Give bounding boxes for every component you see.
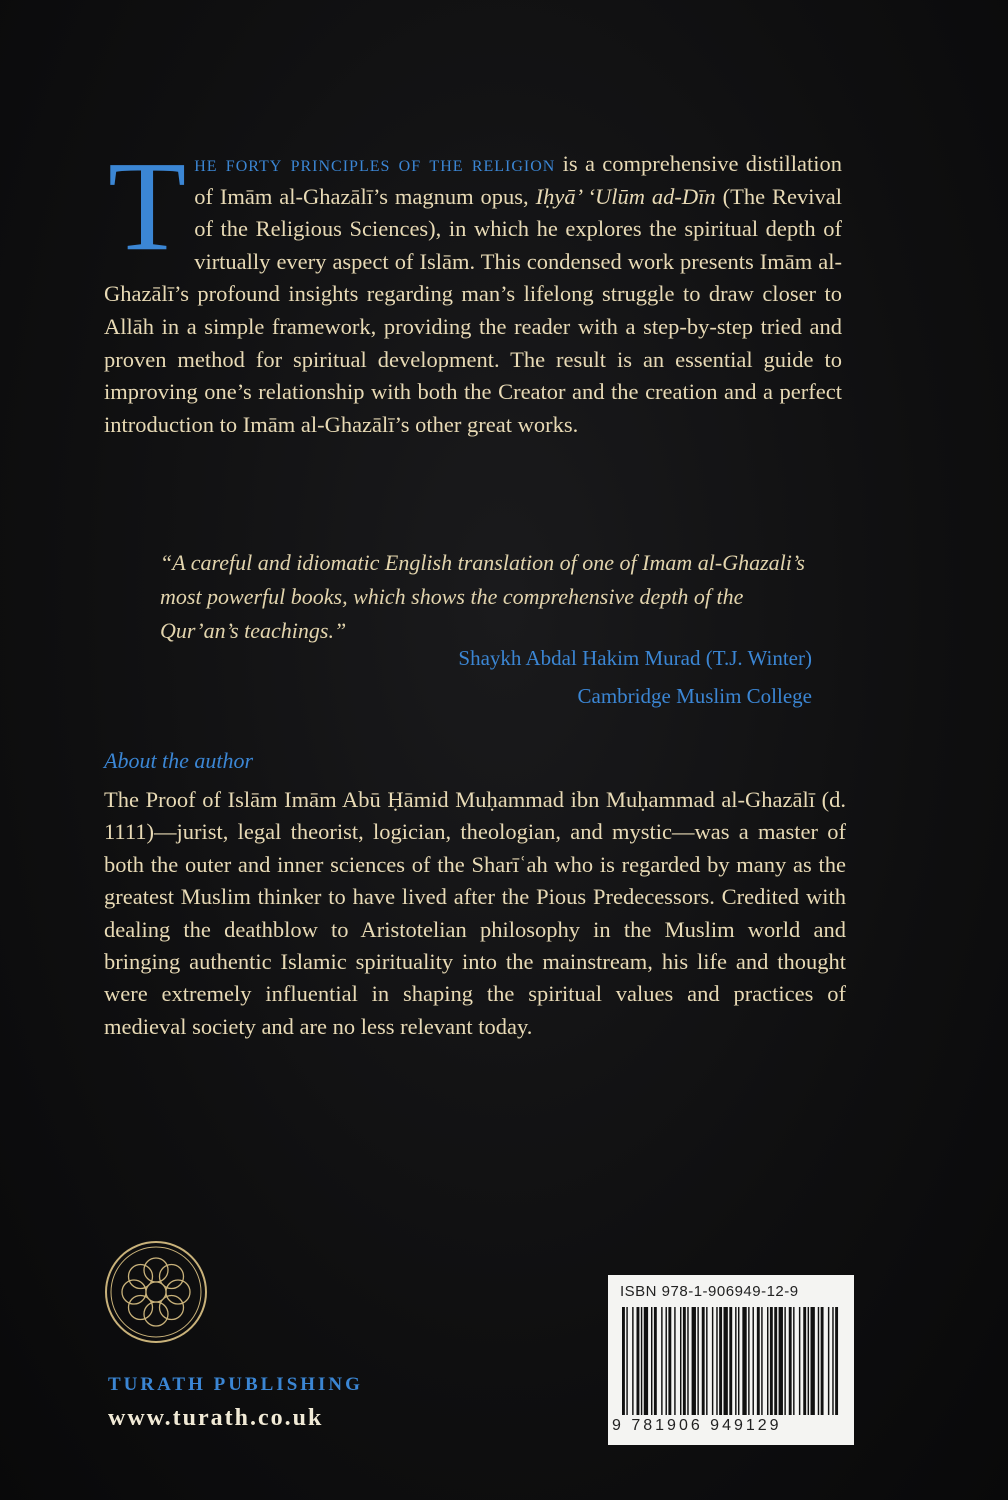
barcode-bar [683, 1307, 686, 1415]
barcode-bar [767, 1307, 768, 1415]
barcode-bar [632, 1307, 633, 1415]
barcode-bar [680, 1307, 681, 1415]
barcode-bar [774, 1307, 777, 1415]
barcode-bar [735, 1307, 736, 1415]
barcode-bar [637, 1307, 640, 1415]
barcode-bar [821, 1307, 824, 1415]
barcode-bar [832, 1307, 833, 1415]
about-author-heading: About the author [104, 748, 254, 773]
isbn-label: ISBN 978-1-906949-12-9 [620, 1283, 799, 1300]
barcode-bar [651, 1307, 652, 1415]
blurb-text-1: is a comprehensive distillation of Imām al-Ghazālī’s magnum opus, [194, 151, 842, 209]
barcode-bar [622, 1307, 625, 1415]
endorsement-author: Shaykh Abdal Hakim Murad (T.J. Winter) [458, 646, 812, 670]
drop-cap: T [108, 135, 187, 277]
barcode-bar [626, 1307, 627, 1415]
publisher-seal-icon [104, 1240, 208, 1344]
barcode-bar [748, 1307, 749, 1415]
barcode-bars [618, 1307, 844, 1415]
barcode-bar [757, 1307, 760, 1415]
barcode-bar [654, 1307, 657, 1415]
barcode-bar [644, 1307, 648, 1415]
barcode-bar [803, 1307, 806, 1415]
barcode-bar [666, 1307, 667, 1415]
barcode-bar [729, 1307, 732, 1415]
blurb-text-2: (The Revival of the Religious Sciences), in which he explores the spiritual depth of virtually every aspect of Islām. This condensed work presents Imām al-Ghazālī’s profound insights regarding man’s lifelong struggle to draw closer to Allāh in a simple framework, providing the reader with a step-by-step tried and proven method for spiritual development. The result is an essential guide to improving one’s relationship with both the Creator and the creation and a perfect introduction to Imām al-Ghazālī’s other great works. [104, 183, 842, 437]
barcode-bar [706, 1307, 707, 1415]
barcode-bar [811, 1307, 815, 1415]
endorsement-quote: “A careful and idiomatic English translation of one of Imam al-Ghazali’s most powerful books, which shows the comprehensive depth of the Qur’an’s teachings.” [160, 550, 805, 643]
barcode-bar [668, 1307, 671, 1415]
barcode-bar [835, 1307, 838, 1415]
isbn-barcode [608, 1275, 854, 1445]
barcode-bar [641, 1307, 642, 1415]
barcode-bar [761, 1307, 762, 1415]
book-blurb [104, 135, 842, 441]
barcode-bar [661, 1307, 662, 1415]
barcode-bar [770, 1307, 773, 1415]
barcode-bar [789, 1307, 792, 1415]
barcode-bar [719, 1307, 722, 1415]
barcode-bar [716, 1307, 717, 1415]
publisher-name: TURATH PUBLISHING [108, 1374, 363, 1395]
publisher-website: www.turath.co.uk [108, 1405, 324, 1431]
isbn-digits: 9 781906 949129 [612, 1417, 782, 1434]
barcode-bar [784, 1307, 785, 1415]
barcode-bar [818, 1307, 819, 1415]
work-title: Iḥyā’ ‘Ulūm ad-Dīn [535, 183, 716, 209]
barcode-bar [808, 1307, 809, 1415]
about-author-text: The Proof of Islām Imām Abū Ḥāmid Muḥammad ibn Muḥammad al-Ghazālī (d. 1111)—jurist, legal theorist, logician, theologian, and mystic—was a master of both the outer and inner sciences of the Sharīʿah who is regarded by many as the greatest Muslim thinker to have lived after the Pious Predecessors. Credited with dealing the deathblow to Aristotelian philosophy in the Muslim world and bringing authentic Islamic spirituality into the mainstream, his life and thought were extremely influential in shaping the spiritual values and practices of medieval society and are no less relevant today. [104, 787, 846, 1039]
barcode-bar [753, 1307, 754, 1415]
barcode-bar [692, 1307, 696, 1415]
barcode-bar [724, 1307, 728, 1415]
barcode-bar [742, 1307, 746, 1415]
barcode-bar [697, 1307, 698, 1415]
barcode-bar [674, 1307, 675, 1415]
barcode-bar [793, 1307, 794, 1415]
barcode-bar [779, 1307, 783, 1415]
barcode-bar [799, 1307, 800, 1415]
barcode-bar [687, 1307, 688, 1415]
barcode-bar [738, 1307, 739, 1415]
barcode-bar [712, 1307, 713, 1415]
book-title-smallcaps: he forty principles of the religion [194, 151, 556, 176]
barcode-bar [828, 1307, 829, 1415]
endorsement-affiliation: Cambridge Muslim College [577, 684, 812, 708]
barcode-bar [702, 1307, 705, 1415]
